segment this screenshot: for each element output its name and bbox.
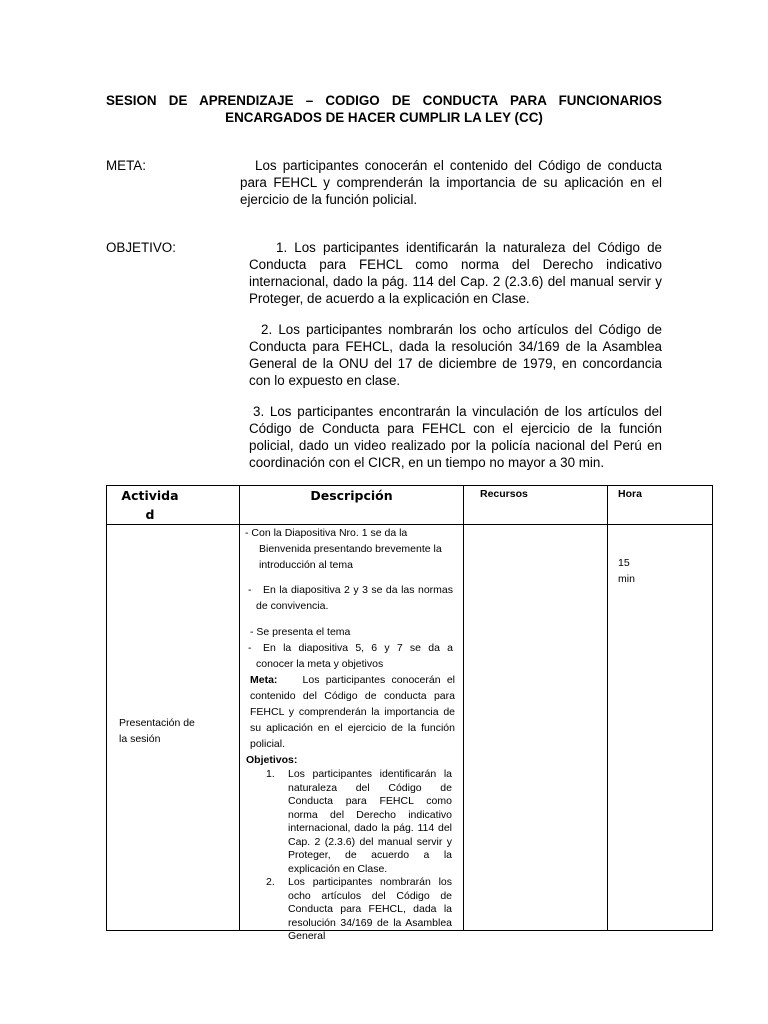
list-item: - En la diapositiva 2 y 3 se da las normas de convivencia.	[248, 584, 453, 612]
cell-actividad	[107, 525, 240, 931]
meta-label: META:	[106, 158, 146, 173]
objective-1: 1. Los participantes identificarán la naturaleza del Código de Conducta para FEHCL como norma del Derecho indicativo internacional, dado la pág. 114 del Cap. 2 (2.3.6) del manual servir y Proteger, de acuerdo a la explicación en Clase.	[249, 240, 662, 306]
meta-paragraph: Meta: Los participantes conocerán el contenido del Código de conducta para FEHCL y comprenderán la importancia de su aplicación en el ejercicio de la función policial.	[250, 674, 456, 750]
list-item: 1. Los participantes identificarán la naturaleza del Código de Conducta para FEHCL como norma del Derecho indicativo internacional, dado la pág. 114 del Cap. 2 (2.3.6) del manual servir y Proteger, de acuerdo a la explicación en Clase.	[266, 768, 452, 875]
table-row	[107, 525, 713, 931]
table-header-row	[107, 486, 713, 525]
header-hora: Hora	[608, 486, 713, 525]
meta-text: Los participantes conocerán el contenido del Código de conducta para FEHCL y comprenderán la importancia de su aplicación en el ejercicio de la función policial.	[240, 158, 662, 207]
list-item: 2. Los participantes nombrarán los ocho artículos del Código de Conducta para FEHCL, dada la resolución 34/169 de la Asamblea General	[266, 876, 452, 942]
list-item: - Con la Diapositiva Nro. 1 se da la Bienvenida presentando brevemente la introducción al tema	[245, 527, 442, 571]
objective-3: 3. Los participantes encontrarán la vinculación de los artículos del Código de Conducta para FEHCL con el ejercicio de la función policial, dado un video realizado por la policía nacional del Perú en coordinación con el CICR, en un tiempo no mayor a 30 min.	[249, 404, 662, 470]
header-recursos: Recursos	[464, 486, 608, 525]
objetivos-label: Objetivos:	[246, 754, 298, 766]
document-title: SESION DE APRENDIZAJE – CODIGO DE CONDUCTA PARA FUNCIONARIOS ENCARGADOS DE HACER CUMPLIR LA LEY (CC)	[106, 93, 662, 125]
cell-descripcion	[240, 525, 464, 942]
cell-recursos	[464, 525, 608, 931]
activity-label: Presentación de la sesión	[119, 717, 195, 745]
objetivo-label: OBJETIVO:	[106, 240, 176, 255]
header-descripcion: Descripción	[240, 486, 464, 525]
list-item: - Se presenta el tema	[250, 626, 351, 638]
hora-value: 15 min	[618, 557, 635, 585]
activity-table	[106, 485, 713, 942]
objective-2: 2. Los participantes nombrarán los ocho artículos del Código de Conducta para FEHCL, dada la resolución 34/169 de la Asamblea General de la ONU del 17 de diciembre de 1979, en concordancia con lo expuesto en clase.	[249, 322, 662, 388]
cell-hora	[608, 525, 713, 931]
list-item: - En la diapositiva 5, 6 y 7 se da a conocer la meta y objetivos	[248, 642, 453, 670]
header-actividad: Actividad	[107, 486, 240, 525]
